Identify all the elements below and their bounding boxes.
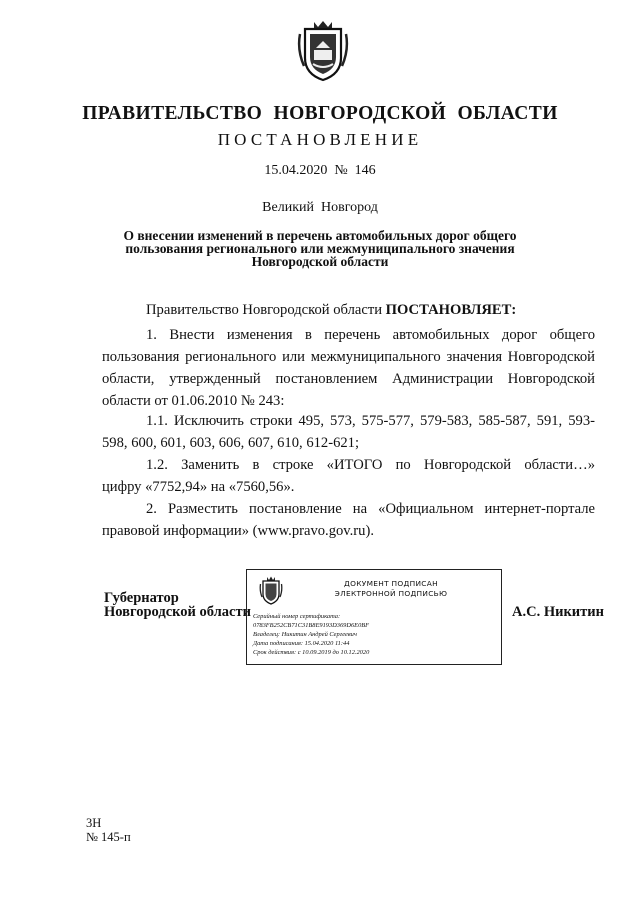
subject-line: Новгородской области [251, 254, 389, 269]
organization-title: ПРАВИТЕЛЬСТВО НОВГОРОДСКОЙ ОБЛАСТИ [82, 103, 558, 124]
stamp-emblem-icon [259, 576, 283, 605]
body-line: 2. Разместить постановление на «Официальном интернет-портале [146, 501, 595, 517]
footer-code: 3Н [86, 816, 102, 830]
stamp-certificate-label: Серийный номер сертификата: [253, 613, 341, 620]
footer-number: № 145-п [86, 830, 131, 844]
stamp-validity: Срок действия: с 10.09.2019 до 10.12.2020 [253, 649, 370, 656]
signer-name: А.С. Никитин [512, 604, 604, 620]
preamble-decree-word: ПОСТАНОВЛЯЕТ: [385, 302, 517, 318]
body-line: 1.1. Исключить строки 495, 573, 575-577, 579-583, 585-587, 591, 593- [146, 413, 595, 429]
subject-line: О внесении изменений в перечень автомобильных дорог общего [123, 228, 517, 243]
stamp-title-line: ЭЛЕКТРОННОЙ ПОДПИСЬЮ [334, 589, 448, 598]
subject-line: пользования регионального или межмуниципального значения [125, 241, 515, 256]
body-line: области, утвержденный постановлением Администрации Новгородской [102, 371, 595, 387]
stamp-title [291, 579, 491, 599]
body-line: области от 01.06.2010 № 243: [102, 393, 285, 409]
stamp-certificate-number: 0783FB252CB71C31B8E9193D369D6E0BF [253, 622, 370, 629]
stamp-title-line: ДОКУМЕНТ ПОДПИСАН [344, 579, 438, 588]
date-and-number: 15.04.2020 № 146 [264, 163, 376, 178]
body-line: правовой информации» (www.pravo.gov.ru). [102, 523, 374, 539]
body-line: пользования регионального или межмуниципального значения Новгородской [102, 349, 595, 365]
preamble-text: Правительство Новгородской области [146, 302, 386, 318]
body-line: цифру «7752,94» на «7560,56». [102, 479, 295, 495]
body-line: 1. Внести изменения в перечень автомобильных дорог общего [146, 327, 595, 343]
footer-reference [86, 816, 131, 844]
preamble [146, 302, 516, 319]
coat-of-arms-emblem [296, 20, 350, 82]
stamp-sign-date: Дата подписания: 15.04.2020 11:44 [253, 640, 350, 647]
body-line: 1.2. Заменить в строке «ИТОГО по Новгородской области…» [146, 457, 595, 473]
city: Великий Новгород [262, 200, 378, 215]
stamp-owner: Владелец: Никитин Андрей Сергеевич [253, 631, 357, 638]
signatory-position [104, 591, 251, 619]
document-subject [120, 229, 520, 268]
position-line: Губернатор [104, 590, 179, 606]
electronic-signature-stamp [246, 569, 502, 665]
document-type: ПОСТАНОВЛЕНИЕ [217, 130, 423, 149]
body-line: 598, 600, 601, 603, 606, 607, 610, 612-621; [102, 435, 360, 451]
position-line: Новгородской области [104, 604, 251, 620]
